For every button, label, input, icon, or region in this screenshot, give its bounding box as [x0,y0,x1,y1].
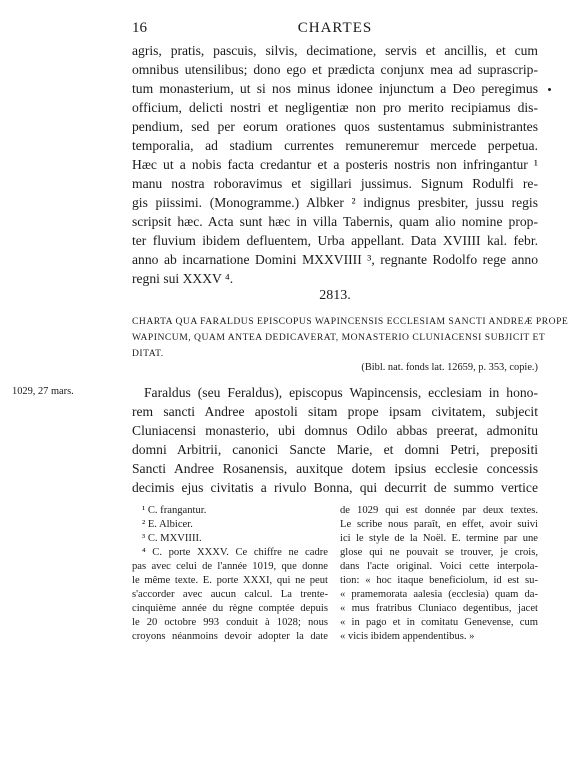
text-line: decimis ejus civitatis a rivulo Bonna, qui decurrit de summo vertice [132,480,538,495]
footnote: ¹ C. frangantur. [142,505,207,516]
footnotes-left-column [132,504,328,644]
footnote-line: tion: « hoc itaque beneficiolum, id est su- [340,575,538,586]
text-line: gis piissimi. (Monogramme.) Albker ² indignus presbiter, jussu regis [132,195,538,210]
footnote-line: cinquième année du règne comptée depuis [132,603,328,614]
footnote-line: « mus fratribus Cluniaco degentibus, jacet [340,603,538,614]
text-line: domni Arbitrii, canonici Sancte Marie, et domni Petri, prepositi [132,442,538,457]
source-citation: (Bibl. nat. fonds lat. 12659, p. 353, copie.) [361,362,538,373]
footnote-line: croyons néanmoins devoir adopter la date [132,631,328,642]
text-line: temporalia, ad stadium currentes remuneremur mercede perpetua. [132,138,538,153]
footnote-line: ici le style de la Noël. E. termine par une [340,533,538,544]
footnote-line: « vicis ibidem appendentibus. » [340,631,475,642]
footnote: ³ C. MXVIIII. [142,533,202,544]
running-title: CHARTES [297,20,373,36]
footnote-line: Le scribe nous paraît, en effet, avoir suivi [340,519,538,530]
page-header [132,20,538,40]
text-line: scripsit hæc. Acta sunt hæc in villa Tabernis, quam alio nomine prop- [132,214,538,229]
ink-speck [548,88,551,91]
text-line: Sancti Andree Rosanensis, auxitque dotem ipsius ecclesie concessis [132,461,538,476]
charter-number: 2813. [319,288,351,303]
text-line: agris, pratis, pascuis, silvis, decimatione, servis et ancillis, et cum [132,43,538,58]
summary-line: WAPINCUM, QUAM ANTEA DEDICAVERAT, MONASTERIO CLUNIACENSI SUBJICIT ET [132,332,546,343]
footnote: ² E. Albicer. [142,519,193,530]
text-line: officium, delicti nostri et negligentiæ non pro merito recipiamus dis- [132,100,538,115]
footnote: ⁴ C. porte XXXV. Ce chiffre ne cadre [142,547,328,558]
page-number: 16 [132,20,147,36]
footnote-line: dans l'acte original. Voici cette interpola- [340,561,538,572]
text-line: rem sancti Andree apostoli sitam prope ipsam civitatem, subjecit [132,404,538,419]
text-line: omnibus utensilibus; dono ego et prædicta conjunx mea ad suprascrip- [132,62,538,77]
footnote-line: pas avec celui de l'année 1019, que donne [132,561,328,572]
footnote-line: « pramemorata aalesia (ecclesia) quam da- [340,589,538,600]
footnote-line: « in pago et in comitatu Genevense, cum [340,617,538,628]
text-line: manu nostra roboravimus et sigillari jussimus. Signum Rodulfi re- [132,176,538,191]
text-line: Faraldus (seu Feraldus), episcopus Wapincensis, ecclesiam in hono- [144,385,538,400]
charter-text-continued [132,41,538,288]
text-line: tum monasterium, ut si nos minus idonee injunctum a Deo peregimus [132,81,538,96]
footnotes-right-column [340,504,538,644]
text-line: pendium, sed per eorum orationes quos sustentamus subministrantes [132,119,538,134]
charter-summary [132,314,569,362]
text-line: ter fluvium ibidem defluentem, Urba appellant. Data XVIIII kal. febr. [132,233,538,248]
text-line: anno ab incarnatione Domini MXXVIIII ³, regnante Rodolfo rege anno [132,252,538,267]
charter-text [132,383,538,497]
footnote-line: le même texte. E. porte XXXI, qui ne peut [132,575,328,586]
footnote-line: le 20 octobre 993 conduit à 1028; nous [132,617,328,628]
text-line: Cluniacensi monasterio, ubi domnus Odilo abbas preerat, admonitu [132,423,538,438]
text-line: Hæc ut a nobis facta credantur et a posteris nostris non infringantur ¹ [132,157,538,172]
text-line: regni sui XXXV ⁴. [132,271,234,286]
summary-line: DITAT. [132,348,164,359]
margin-date: 1029, 27 mars. [12,386,74,397]
footnote-line: s'accorder avec aucun calcul. La trente- [132,589,328,600]
footnote-line: glose qui ne pouvait se trouver, je crois, [340,547,538,558]
footnote-line: de 1029 qui est donnée par deux textes. [340,505,538,516]
summary-line: CHARTA QUA FARALDUS EPISCOPUS WAPINCENSIS ECCLESIAM SANCTI ANDREÆ PROPE [132,316,569,327]
